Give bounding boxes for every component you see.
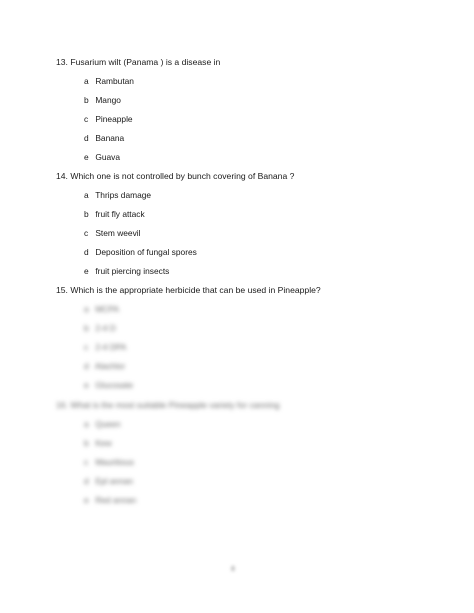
option-text: Rambutan [95, 76, 134, 86]
option-text: 2-4 DPA [95, 342, 127, 352]
option-text: Thrips damage [95, 190, 152, 200]
option-text: Kew [95, 438, 112, 448]
option-letter: b [84, 95, 89, 105]
option-letter: a [84, 76, 89, 86]
q13-option-d [84, 133, 124, 144]
option-text: Red annan [95, 495, 137, 505]
option-letter: e [84, 380, 89, 390]
option-letter: d [84, 361, 89, 371]
q16-option-a [84, 419, 120, 430]
option-text: Mango [95, 95, 121, 105]
option-text: Glucosate [95, 380, 134, 390]
q15-option-c [84, 342, 126, 353]
q14-option-e [84, 266, 169, 277]
option-letter: c [84, 114, 89, 124]
q15-option-b [84, 323, 116, 334]
q13-option-e [84, 152, 120, 163]
option-letter: c [84, 342, 89, 352]
option-text: 2-4 D [95, 323, 116, 333]
option-letter: a [84, 190, 89, 200]
q16-option-c [84, 457, 134, 468]
option-text: Queen [95, 419, 121, 429]
option-letter: b [84, 209, 89, 219]
option-letter: c [84, 228, 89, 238]
option-letter: e [84, 266, 89, 276]
option-text: fruit piercing insects [95, 266, 170, 276]
q13-option-c [84, 114, 133, 125]
option-text: Stem weevil [95, 228, 141, 238]
option-letter: e [84, 495, 89, 505]
option-letter: a [84, 419, 89, 429]
option-letter: e [84, 152, 89, 162]
q16-option-d [84, 476, 133, 487]
option-text: Guava [95, 152, 121, 162]
q14-option-c [84, 228, 140, 239]
option-letter: d [84, 133, 89, 143]
option-letter: a [84, 304, 89, 314]
option-text: Deposition of fungal spores [95, 247, 197, 257]
question-13: 13. Fusarium wilt (Panama ) is a disease in [56, 57, 221, 67]
option-text: Epl annan [95, 476, 134, 486]
q13-option-b [84, 95, 121, 106]
q14-option-a [84, 190, 151, 201]
option-text: MCPA [95, 304, 119, 314]
q16-option-e [84, 495, 136, 506]
q15-option-d [84, 361, 125, 372]
option-text: Pineapple [95, 114, 133, 124]
option-text: Mauritious [95, 457, 134, 467]
question-16: 16. What is the most suitable Pineapple variety for canning [56, 400, 280, 410]
q15-option-e [84, 380, 133, 391]
q13-option-a [84, 76, 134, 87]
q14-option-b [84, 209, 145, 220]
q16-option-b [84, 438, 112, 449]
q15-option-a [84, 304, 119, 315]
option-text: Alachlor [94, 361, 126, 371]
q14-option-d [84, 247, 197, 258]
option-letter: b [84, 323, 89, 333]
option-letter: d [84, 476, 89, 486]
option-text: Banana [95, 133, 125, 143]
question-14: 14. Which one is not controlled by bunch covering of Banana ? [56, 171, 295, 181]
question-15: 15. Which is the appropriate herbicide that can be used in Pineapple? [56, 285, 321, 295]
page-number: 8 [231, 566, 235, 573]
option-letter: c [84, 457, 89, 467]
option-letter: b [84, 438, 89, 448]
option-letter: d [84, 247, 89, 257]
option-text: fruit fly attack [95, 209, 145, 219]
